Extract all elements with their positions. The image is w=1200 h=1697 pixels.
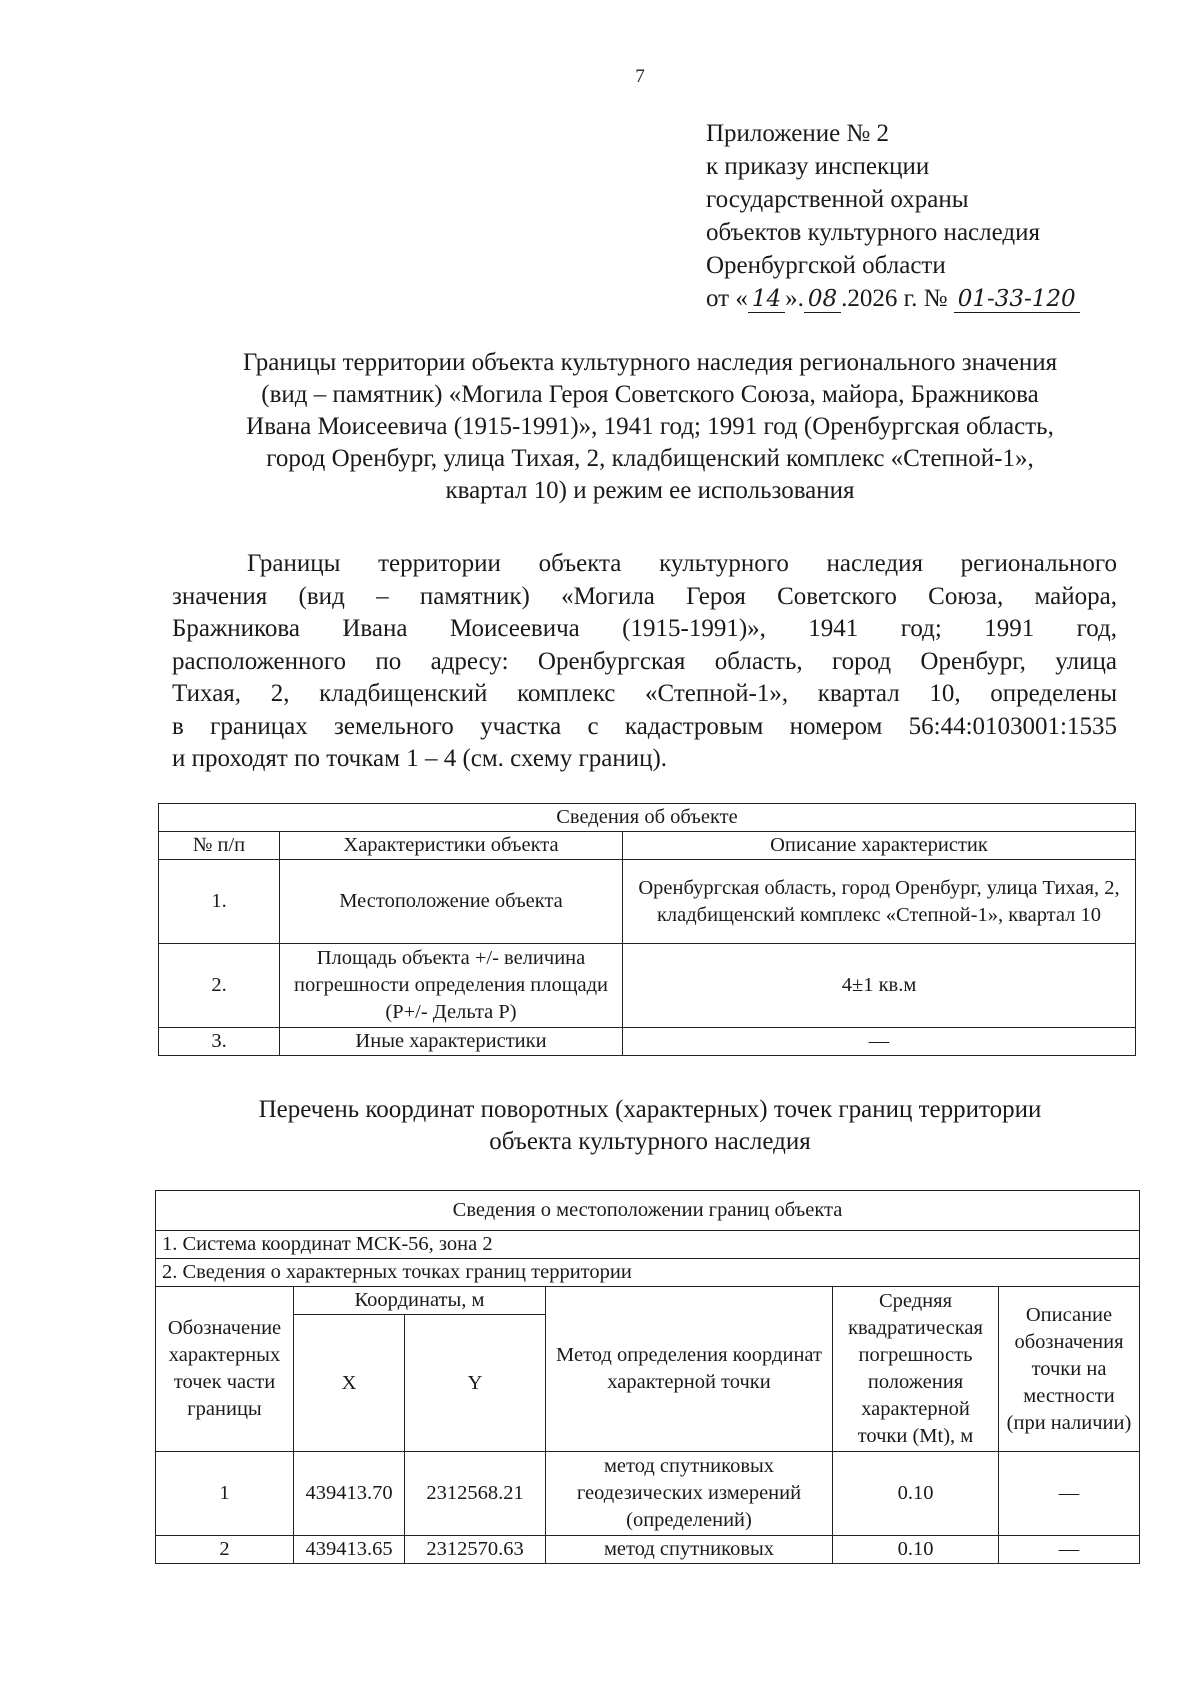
point-description: — bbox=[999, 1536, 1140, 1564]
point-y: 2312568.21 bbox=[405, 1452, 546, 1536]
point-description: — bbox=[999, 1452, 1140, 1536]
paragraph-line: и проходят по точкам 1 – 4 (см. схему границ). bbox=[172, 745, 668, 772]
coords-table-caption: Сведения о местоположении границ объекта bbox=[156, 1191, 1140, 1231]
header-coordinates: Координаты, м bbox=[294, 1287, 546, 1315]
appendix-line-5: Оренбургской области bbox=[706, 252, 946, 279]
header-error: Средняя квадратическая погрешность положения характерной точки (Mt), м bbox=[833, 1287, 999, 1452]
coordinates-section-title bbox=[150, 1094, 1150, 1158]
point-x: 439413.70 bbox=[294, 1452, 405, 1536]
row-number: 1. bbox=[159, 860, 280, 944]
title-line: (вид – памятник) «Могила Героя Советского Союза, майора, Бражникова bbox=[261, 381, 1039, 408]
row-characteristic: Площадь объекта +/- величина погрешности определения площади (P+/- Дельта P) bbox=[280, 944, 623, 1028]
document-title bbox=[150, 347, 1150, 507]
section-title-line: Перечень координат поворотных (характерных) точек границ территории bbox=[258, 1096, 1042, 1123]
point-id: 2 bbox=[156, 1536, 294, 1564]
points-caption-row: 2. Сведения о характерных точках границ территории bbox=[156, 1259, 1140, 1287]
object-info-table bbox=[158, 803, 1136, 1056]
order-date-line bbox=[706, 282, 1080, 316]
paragraph-line: Тихая, 2, кладбищенский комплекс «Степной-1», квартал 10, определены bbox=[172, 680, 1117, 707]
point-id: 1 bbox=[156, 1452, 294, 1536]
paragraph-line: в границах земельного участка с кадастровым номером 56:44:0103001:1535 bbox=[172, 712, 1117, 740]
appendix-line-3: государственной охраны bbox=[706, 186, 969, 213]
point-x: 439413.65 bbox=[294, 1536, 405, 1564]
header-number: № п/п bbox=[159, 832, 280, 860]
handwritten-month: 08 bbox=[804, 286, 841, 313]
title-line: город Оренбург, улица Тихая, 2, кладбищенский комплекс «Степной-1», bbox=[266, 445, 1034, 472]
appendix-line-4: объектов культурного наследия bbox=[706, 219, 1040, 246]
header-y: Y bbox=[405, 1315, 546, 1452]
header-characteristic: Характеристики объекта bbox=[280, 832, 623, 860]
paragraph-line: значения (вид – памятник) «Могила Героя Советского Союза, майора, bbox=[172, 582, 1117, 610]
row-description: 4±1 кв.м bbox=[623, 944, 1136, 1028]
point-method: метод спутниковых bbox=[546, 1536, 833, 1564]
date-year: .2026 г. № bbox=[841, 285, 948, 312]
handwritten-day: 14 bbox=[748, 286, 785, 313]
row-number: 2. bbox=[159, 944, 280, 1028]
paragraph-line: Границы территории объекта культурного наследия регионального bbox=[247, 550, 1117, 577]
title-line: Ивана Моисеевича (1915-1991)», 1941 год; 1991 год (Оренбургская область, bbox=[246, 413, 1054, 440]
header-point-description: Описание обозначения точки на местности (при наличии) bbox=[999, 1287, 1140, 1452]
point-y: 2312570.63 bbox=[405, 1536, 546, 1564]
header-description: Описание характеристик bbox=[623, 832, 1136, 860]
row-characteristic: Местоположение объекта bbox=[280, 860, 623, 944]
point-error: 0.10 bbox=[833, 1452, 999, 1536]
object-table-caption: Сведения об объекте bbox=[159, 804, 1136, 832]
row-characteristic: Иные характеристики bbox=[280, 1028, 623, 1056]
date-prefix: от « bbox=[706, 285, 748, 312]
handwritten-order-number: 01-33-120 bbox=[954, 286, 1080, 313]
date-separator: ». bbox=[785, 285, 804, 312]
title-line: квартал 10) и режим ее использования bbox=[445, 477, 855, 504]
row-number: 3. bbox=[159, 1028, 280, 1056]
appendix-line-2: к приказу инспекции bbox=[706, 153, 930, 180]
point-error: 0.10 bbox=[833, 1536, 999, 1564]
boundary-description-paragraph bbox=[172, 548, 1117, 776]
paragraph-line: Бражникова Ивана Моисеевича (1915-1991)», 1941 год; 1991 год, bbox=[172, 615, 1117, 642]
header-method: Метод определения координат характерной точки bbox=[546, 1287, 833, 1452]
title-line: Границы территории объекта культурного наследия регионального значения bbox=[242, 349, 1058, 376]
coordinate-system-row: 1. Система координат МСК-56, зона 2 bbox=[156, 1231, 1140, 1259]
point-method: метод спутниковых геодезических измерений (определений) bbox=[546, 1452, 833, 1536]
page-number: 7 bbox=[635, 66, 645, 87]
appendix-header bbox=[706, 117, 1080, 316]
coordinates-table bbox=[155, 1190, 1140, 1564]
header-designation: Обозначение характерных точек части границы bbox=[156, 1287, 294, 1452]
appendix-line-1: Приложение № 2 bbox=[706, 120, 890, 147]
section-title-line: объекта культурного наследия bbox=[489, 1128, 811, 1155]
row-description: — bbox=[623, 1028, 1136, 1056]
row-description: Оренбургская область, город Оренбург, улица Тихая, 2, кладбищенский комплекс «Степной-1», квартал 10 bbox=[623, 860, 1136, 944]
header-x: X bbox=[294, 1315, 405, 1452]
paragraph-line: расположенного по адресу: Оренбургская область, город Оренбург, улица bbox=[172, 647, 1117, 675]
